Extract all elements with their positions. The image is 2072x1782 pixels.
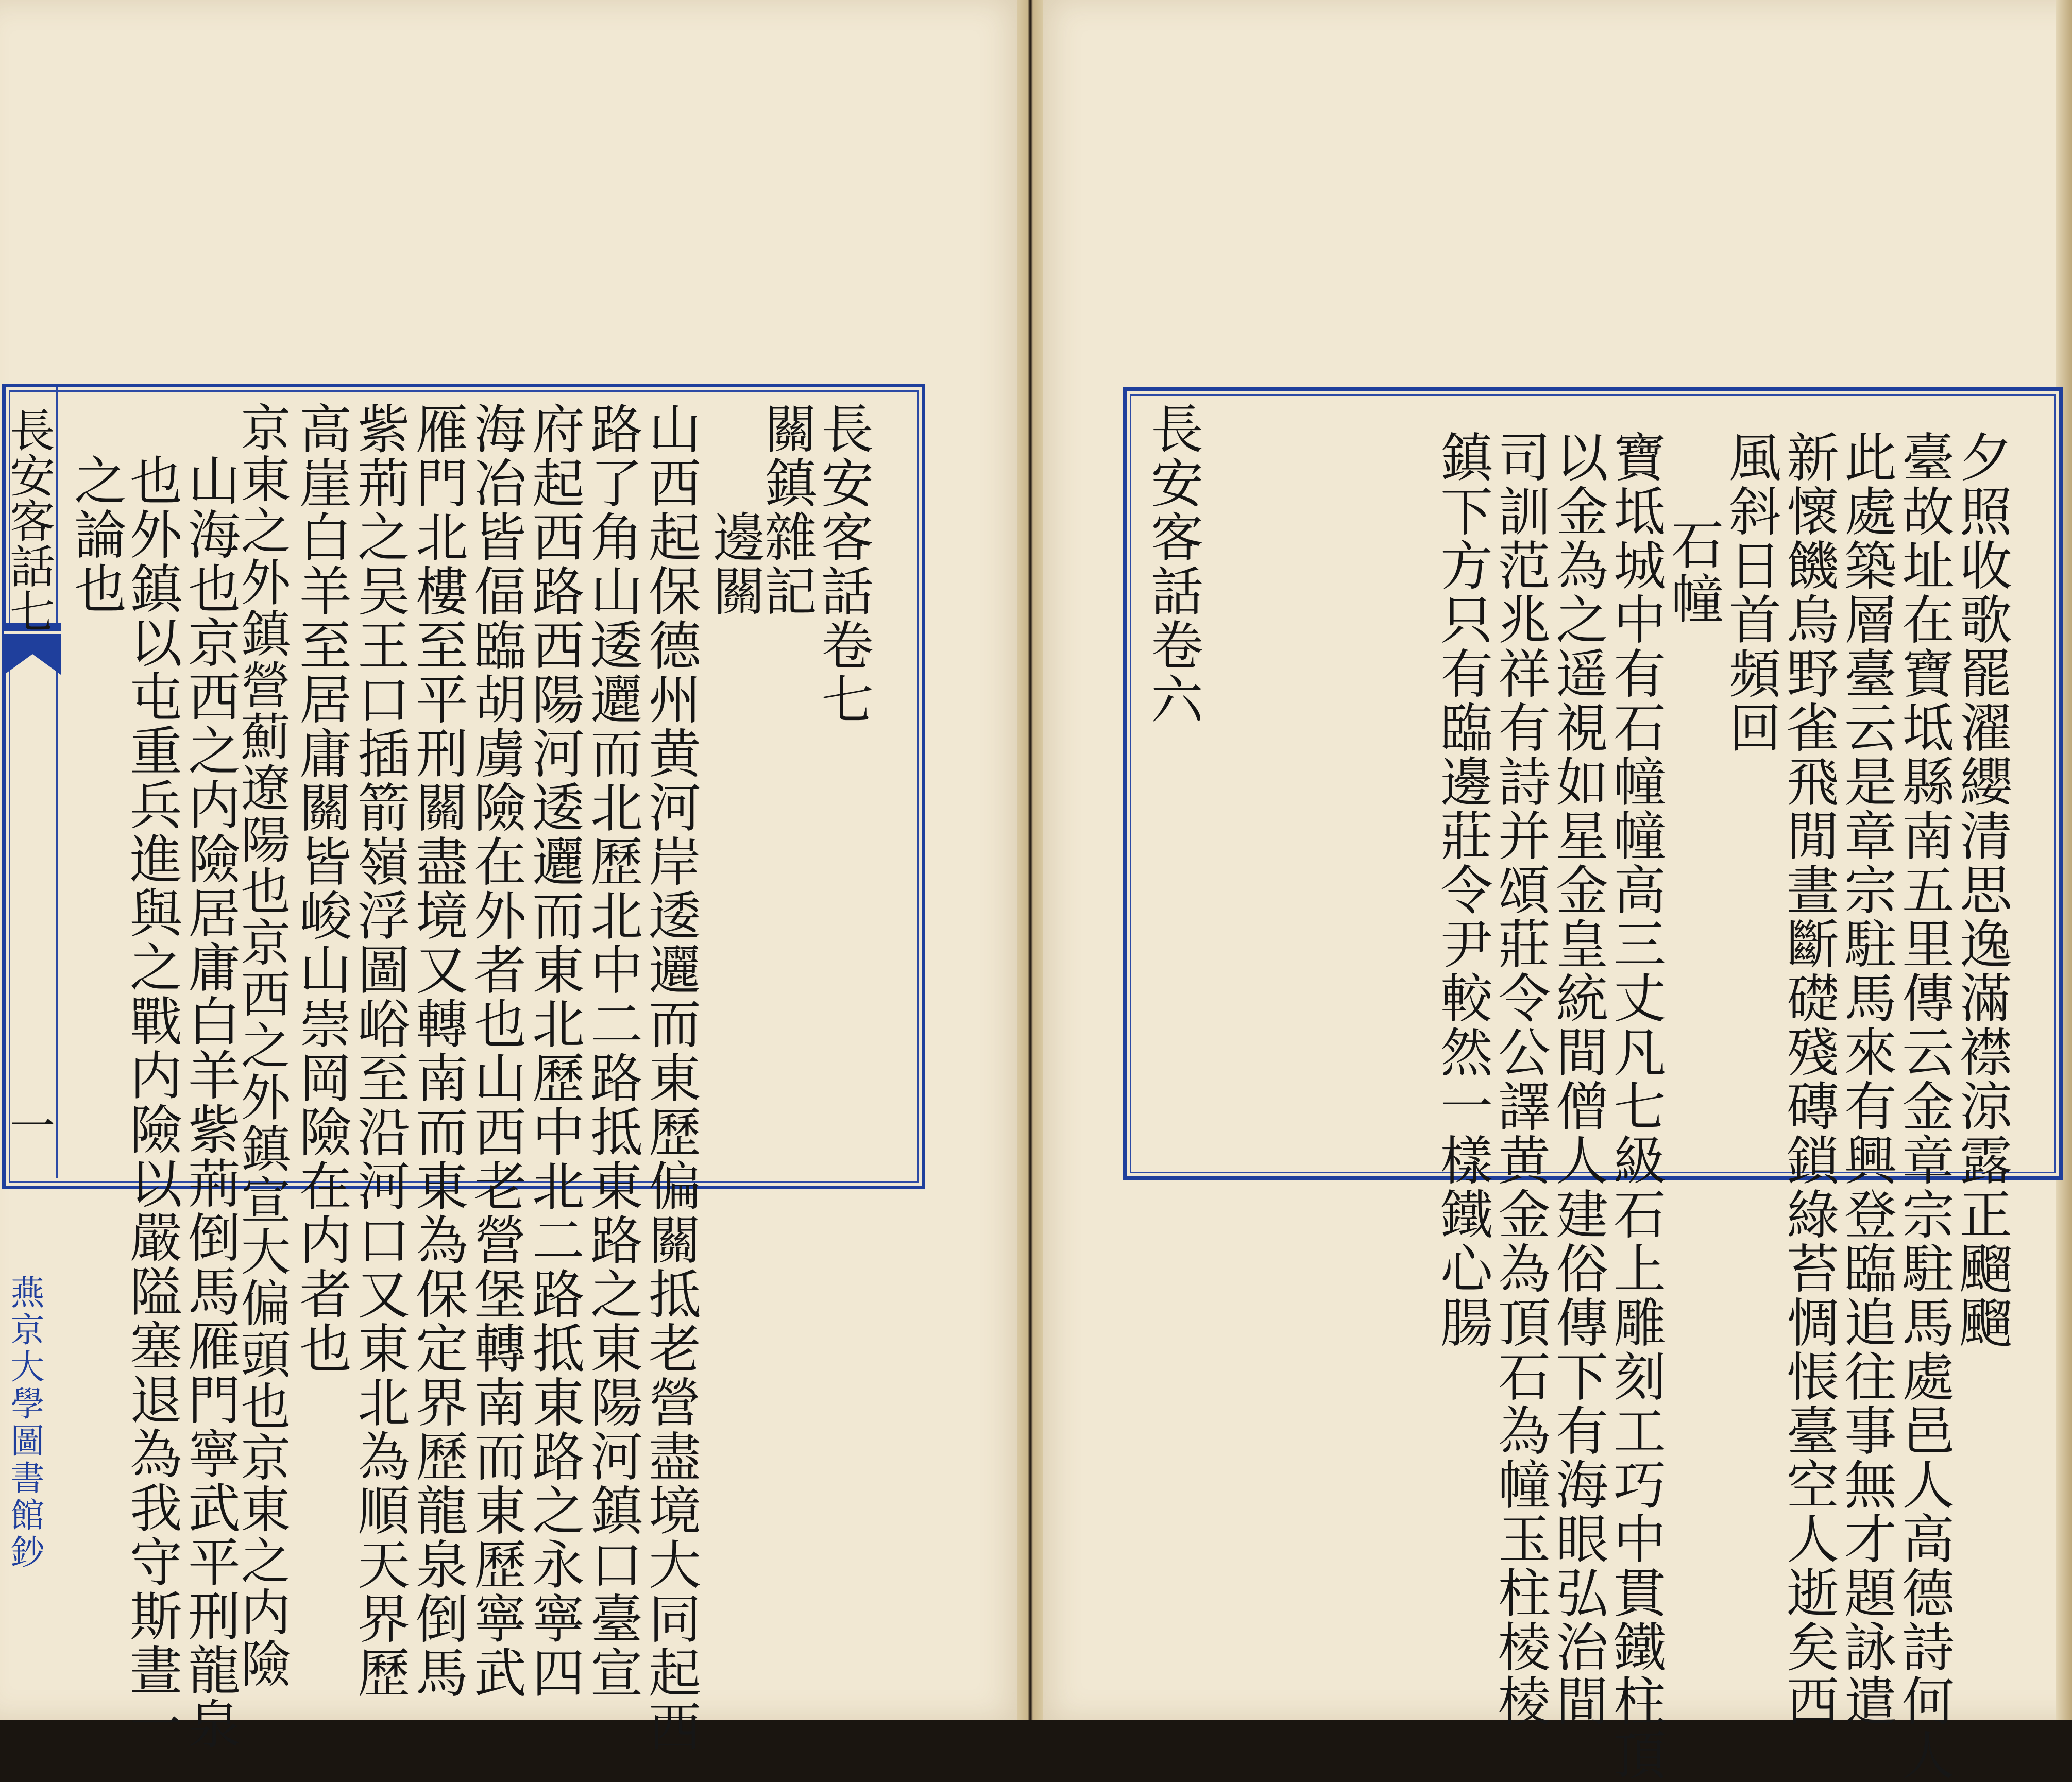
page-number: 一 — [3, 1102, 56, 1147]
left-margin-rule — [56, 387, 58, 1178]
text-column: 以金為之遥視如星金皇統間僧人建俗傳下有海眼弘治間 — [1547, 430, 1608, 1728]
library-stamp: 燕京大學圖書館鈔 — [5, 1275, 44, 1571]
text-column: 司訓范兆祥有詩并頌莊令公譯黄金為頂石為幢玉柱棱棱 — [1489, 430, 1551, 1728]
text-column: 鎮下方只有臨邊莊令尹較然一樣鐵心腸 — [1432, 430, 1493, 1349]
text-column: 之論也 — [65, 453, 127, 615]
text-column: 府起西路西陽河逶邐而東北歷中北二路抵東路之永寧四 — [523, 402, 585, 1700]
text-column: 高崖白羊至居庸關皆峻山崇岡險在内者也 — [291, 402, 352, 1375]
text-column: 寶坻城中有石幢幢高三丈凡七級石上雕刻工巧中貫鐵柱頂 — [1605, 430, 1666, 1782]
text-column: 紫荊之吴王口插箭嶺浮圖峪至沿河口又東北為順天界歷 — [349, 402, 410, 1700]
text-column: 山西起保德州黄河岸逶邐而東歷偏關抵老營盡境大同起西 — [640, 402, 701, 1754]
text-column: 關鎮雜記 — [756, 402, 817, 618]
text-column: 石幢 — [1662, 518, 1724, 626]
text-column: 臺故址在寶坻縣南五里傳云金章宗駐馬處邑人高德詩何人 — [1893, 430, 1955, 1782]
text-column: 山海也京西之内險居庸白羊紫荊倒馬雁門寧武平刑龍泉 — [179, 453, 241, 1751]
text-column: 路了角山逶邐而北歷北中二路抵東路之東陽河鎮口臺宣 — [582, 402, 643, 1700]
text-column: 長安客話卷六 — [1142, 402, 1203, 726]
text-column: 夕照收歌罷濯纓清思逸滿襟涼露正飀飀 — [1951, 430, 2012, 1349]
text-column: 長安客話卷七 — [812, 402, 874, 726]
text-column: 海冶皆偪臨胡虜險在外者也山西老營堡轉南而東歷寧武 — [465, 402, 527, 1700]
text-column: 新懷饑烏野雀飛閒晝斷礎殘磚鎖綠苔惆悵臺空人逝矣西 — [1778, 430, 1839, 1728]
text-column: 邊關 — [704, 510, 766, 618]
text-column: 風斜日首頻回 — [1720, 430, 1781, 755]
book-gutter — [1017, 0, 1043, 1720]
text-column: 雁門北樓至平刑關盡境又轉南而東為保定界歷龍泉倒馬 — [407, 402, 468, 1700]
text-column: 也外鎮以屯重兵進與之戰内險以嚴隘塞退為我守斯晝一 — [121, 453, 182, 1751]
text-column: 京東之外鎮營薊遼陽也京西之外鎮宣大偏頭也京東之内險 — [232, 402, 291, 1689]
margin-title: 長安客話七 — [3, 407, 56, 633]
text-column: 此處築層臺云是章宗駐馬來有興登臨追往事無才題詠遣 — [1836, 430, 1897, 1728]
